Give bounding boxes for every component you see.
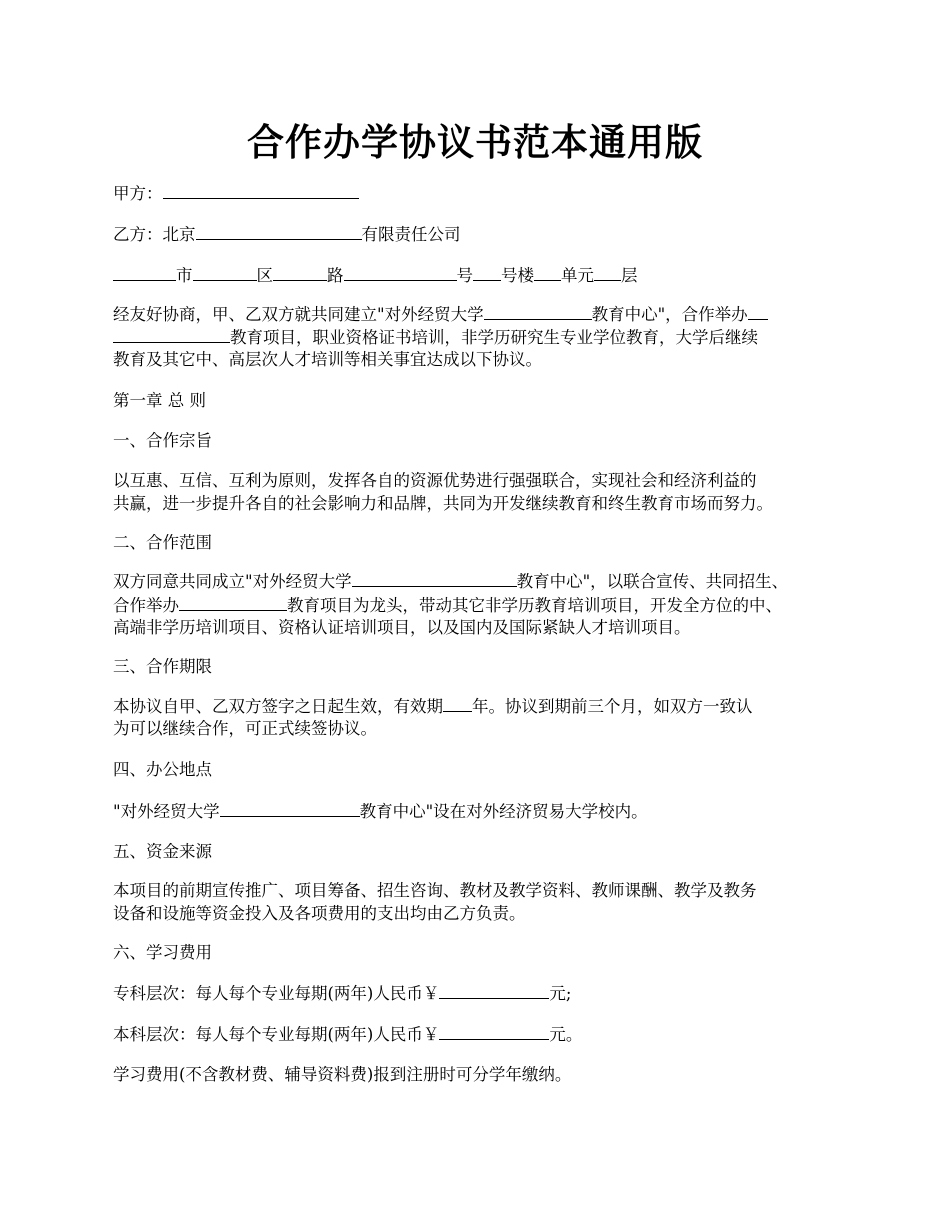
blank-field xyxy=(113,325,230,343)
address-line xyxy=(113,263,853,287)
paragraph-line: 本项目的前期宣传推广、项目筹备、招生咨询、教材及教学资料、教师课酬、教学及教务 xyxy=(113,881,757,900)
paragraph-text: 年。协议到期前三个月，如双方一致认 xyxy=(472,697,753,716)
paragraph-text: 教育中心"，以联合宣传、共同招生、 xyxy=(516,572,789,591)
party-b-prefix: 乙方：北京 xyxy=(113,225,196,244)
blank-field xyxy=(193,263,257,281)
paragraph-text: 合作举办 xyxy=(113,596,179,615)
paragraph-text: 本协议自甲、乙双方签字之日起生效，有效期 xyxy=(113,697,443,716)
address-number: 号 xyxy=(456,266,473,285)
intro-text: 教育及其它中、高层次人才培训等相关事宜达成以下协议。 xyxy=(113,350,542,369)
blank-field xyxy=(179,593,287,611)
blank-field xyxy=(748,302,768,320)
blank-field xyxy=(439,1022,549,1040)
blank-field xyxy=(220,799,360,817)
address-building: 号楼 xyxy=(501,266,534,285)
intro-line-3 xyxy=(113,348,853,371)
blank-field xyxy=(352,569,517,587)
paragraph-line: 高端非学历培训项目、资格认证培训项目，以及国内及国际紧缺人才培训项目。 xyxy=(113,618,691,637)
address-city: 市 xyxy=(176,266,193,285)
section-heading: 二、合作范围 xyxy=(113,533,212,552)
section-heading: 三、合作期限 xyxy=(113,657,212,676)
document-title: 合作办学协议书范本通用版 xyxy=(247,120,703,164)
intro-text: 教育中心"，合作举办 xyxy=(591,305,748,324)
section-heading: 五、资金来源 xyxy=(113,842,212,861)
paragraph-text: 元。 xyxy=(549,1025,583,1044)
paragraph-line: 以互惠、互信、互利为原则，发挥各自的资源优势进行强强联合，实现社会和经济利益的 xyxy=(113,471,757,490)
blank-field xyxy=(473,263,501,281)
paragraph-line xyxy=(113,799,853,823)
address-floor: 层 xyxy=(621,266,638,285)
blank-field xyxy=(594,263,621,281)
party-b-suffix: 有限责任公司 xyxy=(361,225,461,244)
blank-field xyxy=(273,263,327,281)
intro-text: 经友好协商，甲、乙双方就共同建立"对外经贸大学 xyxy=(113,305,484,324)
paragraph-line: 设备和设施等资金投入及各项费用的支出均由乙方负责。 xyxy=(113,904,526,923)
paragraph-text: 专科层次：每人每个专业每期(两年)人民币￥ xyxy=(113,984,440,1003)
party-b-line xyxy=(113,222,853,246)
paragraph-line xyxy=(113,569,853,593)
section-heading: 四、办公地点 xyxy=(113,760,212,779)
address-unit: 单元 xyxy=(561,266,594,285)
section-heading: 一、合作宗旨 xyxy=(113,431,212,450)
paragraph-line: 共赢，进一步提升各自的社会影响力和品牌，共同为开发继续教育和终生教育市场而努力。 xyxy=(113,494,773,513)
paragraph-text: 本科层次：每人每个专业每期(两年)人民币￥ xyxy=(113,1025,440,1044)
blank-field xyxy=(113,263,176,281)
blank-field xyxy=(484,302,592,320)
blank-field xyxy=(344,263,457,281)
blank-field xyxy=(534,263,561,281)
blank-field xyxy=(196,222,362,240)
blank-field xyxy=(443,694,472,712)
paragraph-line: 为可以继续合作，可正式续签协议。 xyxy=(113,719,377,738)
chapter-heading: 第一章 总 则 xyxy=(113,391,206,410)
paragraph-text: 教育项目为龙头，带动其它非学历教育培训项目，开发全方位的中、 xyxy=(287,596,782,615)
paragraph-line xyxy=(113,981,853,1005)
paragraph-text: "对外经贸大学 xyxy=(113,802,220,821)
paragraph-text: 双方同意共同成立"对外经贸大学 xyxy=(113,572,352,591)
paragraph-line: 学习费用(不含教材费、辅导资料费)报到注册时可分学年缴纳。 xyxy=(113,1065,572,1084)
intro-text: 教育项目，职业资格证书培训，非学历研究生专业学位教育，大学后继续 xyxy=(230,328,758,347)
blank-field xyxy=(439,981,549,999)
paragraph-text: 元; xyxy=(549,984,572,1003)
address-road: 路 xyxy=(327,266,344,285)
address-district: 区 xyxy=(256,266,273,285)
section-heading: 六、学习费用 xyxy=(113,943,212,962)
paragraph-line xyxy=(113,694,853,718)
party-a-line xyxy=(113,181,853,205)
party-a-label: 甲方： xyxy=(113,184,163,203)
intro-line-1 xyxy=(113,302,853,326)
paragraph-line xyxy=(113,1022,853,1046)
paragraph-text: 教育中心"设在对外经济贸易大学校内。 xyxy=(359,802,648,821)
blank-field xyxy=(163,181,359,199)
intro-line-2 xyxy=(113,325,853,349)
paragraph-line xyxy=(113,593,853,617)
